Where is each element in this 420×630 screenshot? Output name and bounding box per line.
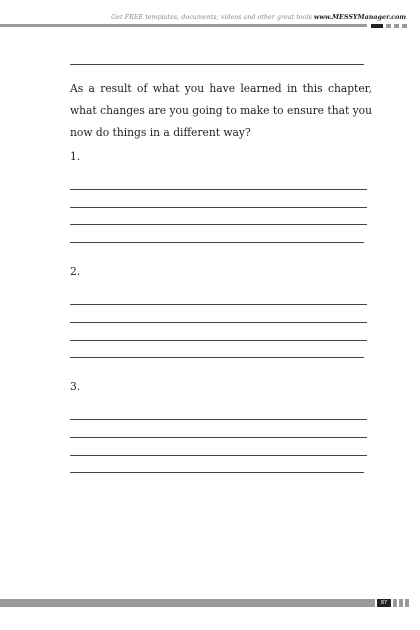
answer-line[interactable] [70, 64, 364, 65]
header-block [394, 24, 399, 28]
header-rule [0, 24, 367, 27]
answer-line[interactable] [70, 242, 364, 243]
header-block [402, 24, 407, 28]
answer-line[interactable] [70, 437, 367, 438]
header-block [371, 24, 383, 28]
item-number-1: 1. [70, 150, 81, 163]
answer-line[interactable] [70, 189, 367, 190]
answer-line[interactable] [70, 357, 364, 358]
header-site-link[interactable]: www.MESSYManager.com [313, 13, 406, 21]
footer-block [393, 599, 397, 607]
answer-line[interactable] [70, 455, 367, 456]
footer-rule [0, 599, 375, 607]
footer-block [405, 599, 409, 607]
answer-line[interactable] [70, 224, 367, 225]
answer-line[interactable] [70, 472, 364, 473]
footer-block [399, 599, 403, 607]
answer-line[interactable] [70, 340, 367, 341]
answer-line[interactable] [70, 322, 367, 323]
answer-line[interactable] [70, 304, 367, 305]
page-number: 87 [377, 599, 391, 607]
item-number-2: 2. [70, 265, 81, 278]
answer-line[interactable] [70, 207, 367, 208]
header-tagline [46, 13, 406, 21]
answer-line[interactable] [70, 419, 367, 420]
header-tagline-text: Get FREE templates, documents, videos and other great tools [111, 13, 312, 21]
header-block [386, 24, 391, 28]
question-prompt: As a result of what you have learned in this chapter, what changes are you going to make to ensure that you now do things in a different way? [70, 82, 373, 139]
item-number-3: 3. [70, 380, 81, 393]
